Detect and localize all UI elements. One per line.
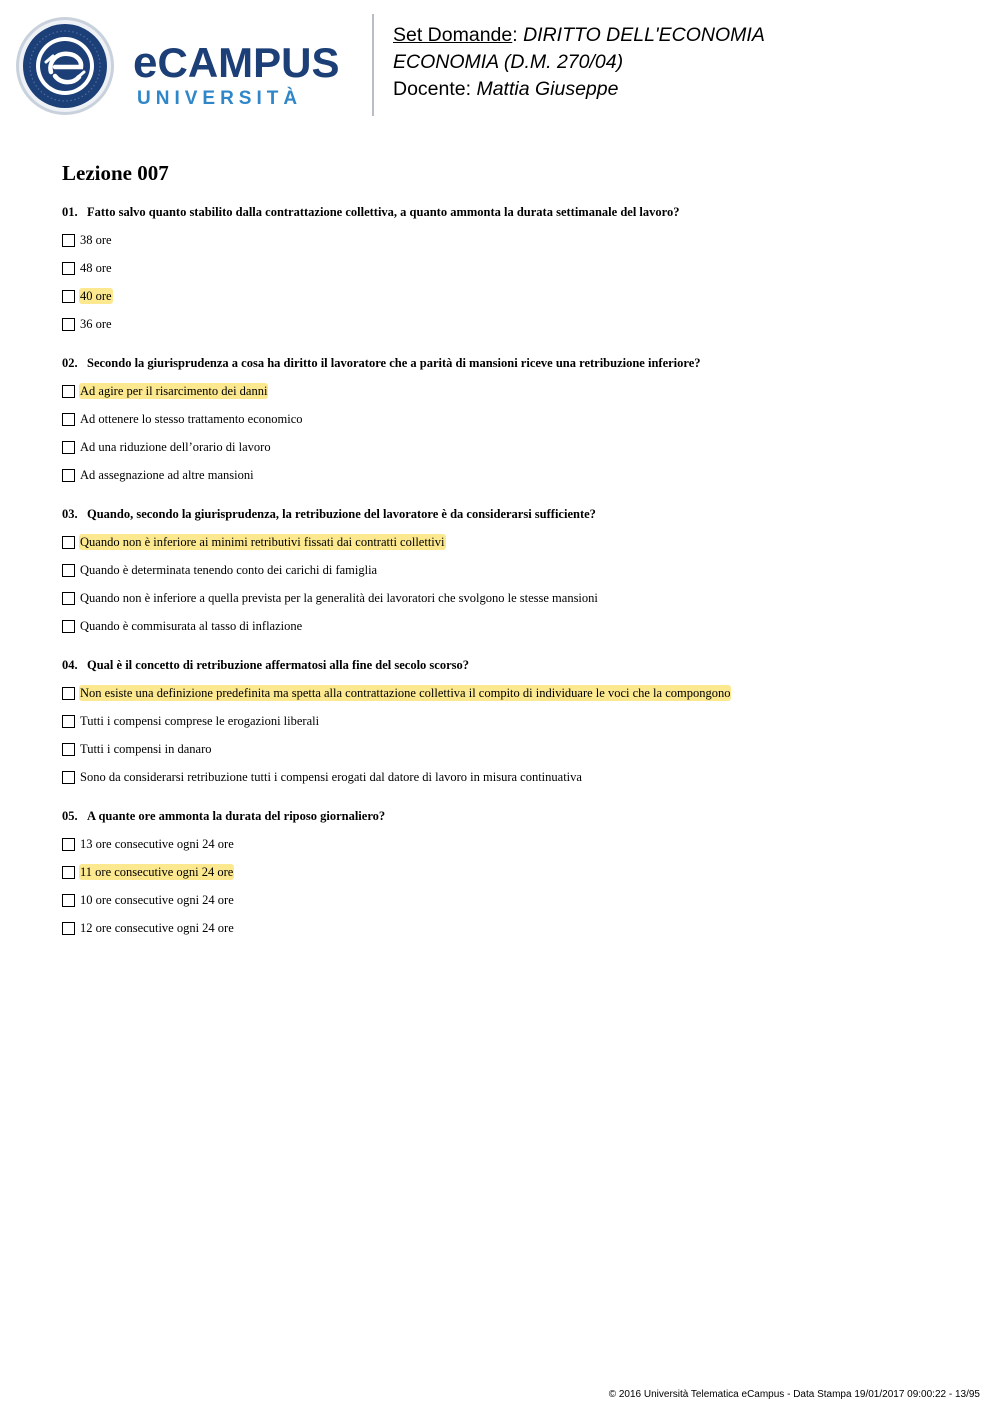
question-label: Qual è il concetto di retribuzione affermatosi alla fine del secolo scorso? [87,658,469,672]
brand-logo [133,40,358,112]
question-text [62,657,962,673]
answer-text-highlighted: Ad agire per il risarcimento dei danni [80,384,268,398]
question-04 [62,657,962,796]
teacher-label: Docente: [393,78,477,100]
answer-text: Ad ottenere lo stesso trattamento economico [80,412,303,426]
answer-text: Tutti i compensi in danaro [80,742,212,756]
set-info [393,22,953,103]
page-header [0,0,1000,130]
set-separator: : [512,24,524,46]
answer-checkbox[interactable] [62,715,75,728]
question-02 [62,355,962,494]
set-title-part-1: DIRITTO DELL'ECONOMIA [523,24,765,46]
answer-option-correct [62,382,962,410]
answer-text: Ad una riduzione dell’orario di lavoro [80,440,271,454]
set-label: Set Domande [393,24,513,46]
lesson-title: Lezione 007 [62,161,169,185]
answer-text: Ad assegnazione ad altre mansioni [80,468,254,482]
answer-option-correct [62,684,962,712]
brand-campus: CAMPUS [157,39,340,86]
answer-list [62,684,962,796]
answer-option [62,231,962,259]
page-footer: © 2016 Università Telematica eCampus - Data Stampa 19/01/2017 09:00:22 - 13/95 [608,1389,980,1400]
answer-text-highlighted: Quando non è inferiore ai minimi retributivi fissati dai contratti collettivi [80,535,445,549]
answer-option-correct [62,863,962,891]
answer-checkbox[interactable] [62,866,75,879]
answer-text: 48 ore [80,261,112,275]
answer-list [62,382,962,494]
answer-checkbox[interactable] [62,687,75,700]
answer-text: 38 ore [80,233,112,247]
answer-option [62,315,962,343]
answer-list [62,533,962,645]
answer-text: 36 ore [80,317,112,331]
set-title-line-1 [393,22,953,49]
question-number: 05. [62,809,78,823]
question-label: Secondo la giurisprudenza a cosa ha diritto il lavoratore che a parità di mansioni riceve una retribuzione inferiore? [87,356,701,370]
answer-checkbox[interactable] [62,318,75,331]
answer-text: 12 ore consecutive ogni 24 ore [80,921,234,935]
answer-option [62,617,962,645]
question-number: 03. [62,507,78,521]
answer-option-correct [62,533,962,561]
answer-checkbox[interactable] [62,894,75,907]
answer-option [62,712,962,740]
answer-checkbox[interactable] [62,441,75,454]
answer-text: 10 ore consecutive ogni 24 ore [80,893,234,907]
brand-e-letter: e [133,38,158,87]
answer-option [62,466,962,494]
answer-checkbox[interactable] [62,743,75,756]
answer-checkbox[interactable] [62,838,75,851]
answer-option-correct [62,287,962,315]
question-number: 01. [62,205,78,219]
answer-text-highlighted: Non esiste una definizione predefinita ma spetta alla contrattazione collettiva il compito di individuare le voci che la compongono [80,686,731,700]
answer-checkbox[interactable] [62,620,75,633]
answer-option [62,835,962,863]
answer-option [62,438,962,466]
answer-option [62,768,962,796]
question-05 [62,808,962,947]
answer-text-highlighted: 40 ore [80,289,112,303]
answer-checkbox[interactable] [62,262,75,275]
header-divider [372,14,374,116]
answer-option [62,740,962,768]
question-text [62,808,962,824]
question-label: Fatto salvo quanto stabilito dalla contrattazione collettiva, a quanto ammonta la durata settimanale del lavoro? [87,205,680,219]
brand-subtitle: UNIVERSITÀ [137,88,303,109]
answer-option [62,919,962,947]
question-text [62,355,962,371]
answer-text-highlighted: 11 ore consecutive ogni 24 ore [80,865,234,879]
answer-list [62,835,962,947]
question-label: Quando, secondo la giurisprudenza, la retribuzione del lavoratore è da considerarsi sufficiente? [87,507,596,521]
answer-text: Quando è commisurata al tasso di inflazione [80,619,303,633]
answer-option [62,561,962,589]
answer-checkbox[interactable] [62,413,75,426]
teacher-line [393,76,953,103]
question-label: A quante ore ammonta la durata del riposo giornaliero? [87,809,386,823]
answer-checkbox[interactable] [62,234,75,247]
question-03 [62,506,962,645]
brand-name [133,40,340,86]
answer-checkbox[interactable] [62,536,75,549]
answer-list [62,231,962,343]
question-number: 04. [62,658,78,672]
question-text [62,506,962,522]
answer-checkbox[interactable] [62,469,75,482]
answer-checkbox[interactable] [62,385,75,398]
answer-text: Quando è determinata tenendo conto dei carichi di famiglia [80,563,378,577]
answer-text: Sono da considerarsi retribuzione tutti i compensi erogati dal datore di lavoro in misura continuativa [80,770,582,784]
answer-text: 13 ore consecutive ogni 24 ore [80,837,234,851]
answer-checkbox[interactable] [62,771,75,784]
question-text [62,204,962,220]
answer-checkbox[interactable] [62,564,75,577]
answer-option [62,589,962,617]
answer-text: Tutti i compensi comprese le erogazioni liberali [80,714,320,728]
question-01 [62,204,962,343]
answer-option [62,891,962,919]
answer-checkbox[interactable] [62,922,75,935]
ecampus-seal-icon [14,16,116,116]
answer-checkbox[interactable] [62,592,75,605]
answer-checkbox[interactable] [62,290,75,303]
answer-text: Quando non è inferiore a quella prevista per la generalità dei lavoratori che svolgono le stesse mansioni [80,591,598,605]
set-title-line-2: ECONOMIA (D.M. 270/04) [393,51,624,73]
answer-option [62,410,962,438]
teacher-name: Mattia Giuseppe [476,78,619,100]
answer-option [62,259,962,287]
question-number: 02. [62,356,78,370]
